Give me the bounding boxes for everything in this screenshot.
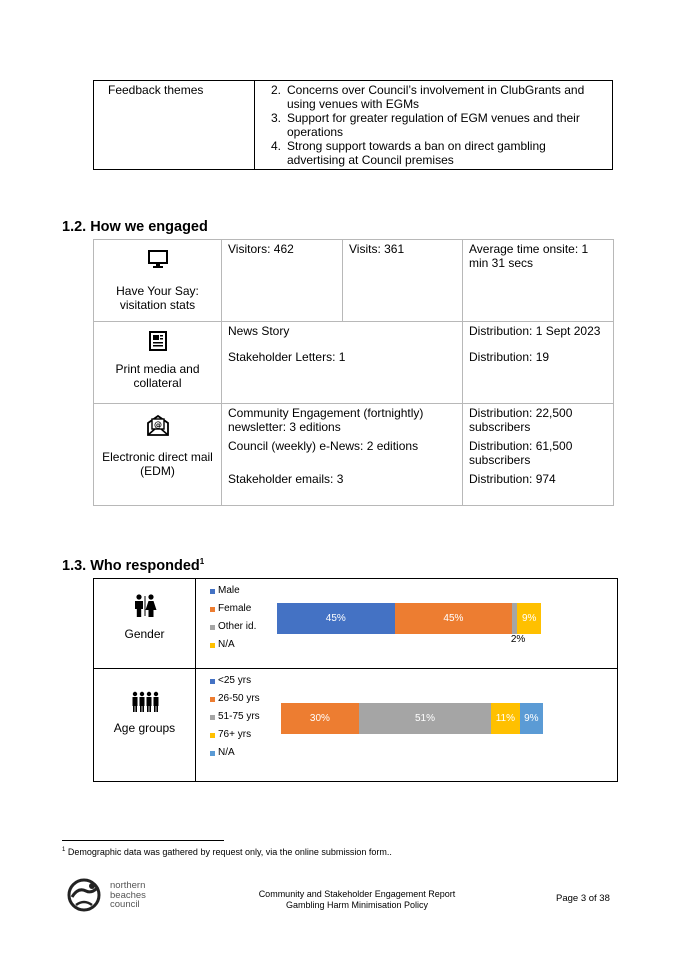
gender-row — [94, 579, 617, 669]
print-right-cell: Distribution: 1 Sept 2023 Distribution: 19 — [463, 322, 614, 404]
data-label: 45% — [325, 613, 346, 624]
data-label: 45% — [443, 613, 464, 624]
footer-title: Community and Stakeholder Engagement Report Gambling Harm Minimisation Policy — [258, 889, 456, 910]
gender-legend — [210, 582, 256, 654]
logo-wordmark: northern beaches council — [110, 880, 146, 910]
bar-segment — [395, 603, 513, 634]
visits-cell: Visits: 361 — [343, 240, 463, 322]
print-left-cell: News Story Stakeholder Letters: 1 — [222, 322, 463, 404]
age-row — [94, 669, 617, 781]
data-label: 2% — [510, 634, 526, 645]
footnote: $^1$ Demographic data was gathered by request only, via the online submission form.. — [62, 847, 392, 857]
council-logo — [66, 877, 106, 913]
bar-segment — [281, 703, 359, 734]
visitors-cell: Visitors: 462 — [222, 240, 343, 322]
respondents-table — [93, 578, 618, 782]
edm-left-cell: Community Engagement (fortnightly) newsletter: 3 editions Council (weekly) e-News: 2 editions Stakeholder emails: 3 — [222, 404, 463, 506]
legend-swatch — [210, 589, 215, 594]
age-label: Age groups — [113, 721, 176, 735]
legend-swatch — [210, 697, 215, 702]
channel-have-your-say: Have Your Say: visitation stats — [94, 240, 222, 322]
page-number: Page 3 of 38 — [556, 893, 610, 904]
edm-right-cell: Distribution: 22,500 subscribers Distribution: 61,500 subscribers Distribution: 974 — [463, 404, 614, 506]
bar-segment — [491, 703, 520, 734]
feedback-label: Feedback themes — [94, 81, 255, 170]
list-item: 4. Strong support towards a ban on direct gambling advertising at Council premises — [270, 139, 546, 167]
legend-swatch — [210, 643, 215, 648]
legend-swatch — [210, 751, 215, 756]
bar-segment — [359, 703, 491, 734]
data-label: 51% — [414, 713, 435, 724]
section-heading-engaged: 1.2. How we engaged — [62, 219, 208, 235]
list-item: 3. Support for greater regulation of EGM venues and their operations — [270, 111, 580, 139]
legend-item: <25 yrs — [210, 672, 260, 690]
monitor-icon — [147, 248, 169, 270]
section-heading-responded: 1.3. Who responded$^1$ — [62, 557, 205, 574]
gender-bar — [277, 603, 541, 634]
legend-swatch — [210, 625, 215, 630]
bar-segment — [520, 703, 543, 734]
legend-item: N/A — [210, 744, 260, 762]
data-label: 9% — [524, 713, 539, 724]
data-label: 9% — [521, 613, 537, 624]
time-onsite-cell: Average time onsite: 1 min 31 secs — [463, 240, 614, 322]
svg-text:@: @ — [153, 420, 162, 430]
legend-item: Male — [210, 582, 256, 600]
legend-swatch — [210, 715, 215, 720]
group-icon — [131, 691, 159, 713]
bar-segment — [517, 603, 541, 634]
legend-item: Other id. — [210, 618, 256, 636]
list-item: 2. Concerns over Council’s involvement in ClubGrants and using venues with EGMs — [270, 83, 585, 111]
legend-swatch — [210, 679, 215, 684]
age-legend — [210, 672, 260, 762]
legend-item: 26-50 yrs — [210, 690, 260, 708]
bar-segment — [277, 603, 395, 634]
footnote-rule — [62, 840, 224, 841]
gender-label: Gender — [124, 627, 165, 641]
email-icon — [145, 412, 171, 438]
legend-swatch — [210, 733, 215, 738]
feedback-table — [93, 80, 613, 170]
data-label: 30% — [309, 713, 330, 724]
channel-print: Print media and collateral — [94, 322, 222, 404]
data-label: 11% — [495, 713, 516, 724]
people-icon — [132, 593, 158, 619]
newspaper-icon — [148, 330, 168, 352]
legend-item: 51-75 yrs — [210, 708, 260, 726]
legend-item: 76+ yrs — [210, 726, 260, 744]
legend-item: Female — [210, 600, 256, 618]
age-bar — [281, 703, 543, 734]
channel-edm: @ Electronic direct mail (EDM) — [94, 404, 222, 506]
feedback-items — [255, 81, 613, 170]
legend-item: N/A — [210, 636, 256, 654]
legend-swatch — [210, 607, 215, 612]
engagement-table — [93, 239, 614, 506]
